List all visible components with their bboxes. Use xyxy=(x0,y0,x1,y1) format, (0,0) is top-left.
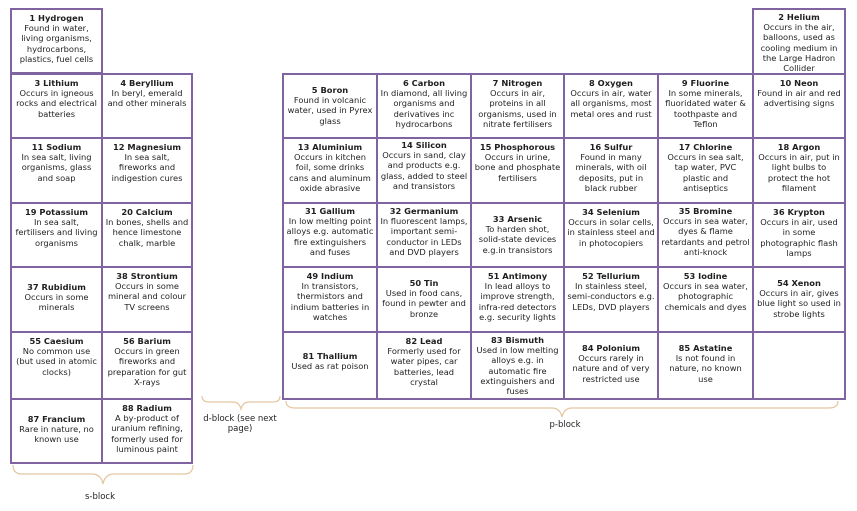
element-name: 15 Phosphorous xyxy=(479,142,556,152)
element-description: Occurs in sea water, dyes & flame retardants and petrol anti-knock xyxy=(661,216,750,257)
element-description: In low melting point alloys e.g. automatic fire extinguishers and fuses xyxy=(286,216,374,257)
d-block-label: d-block (see next page) xyxy=(203,414,277,434)
element-description: Used as rat poison xyxy=(291,361,369,372)
element-name: 82 Lead xyxy=(405,336,443,346)
element-cell-argon xyxy=(752,137,846,204)
element-description: Used in low melting alloys e.g. in automatic fire extinguishers and fuses xyxy=(476,345,559,397)
element-description: In sea salt, fireworks and indigestion cures xyxy=(111,152,183,183)
element-description: Occurs in air, put in light bulbs to protect the hot filament xyxy=(758,152,840,193)
element-name: 33 Arsenic xyxy=(492,214,543,224)
element-description: Occurs in kitchen foil, some drinks cans and aluminum oxide abrasive xyxy=(289,152,371,193)
element-cell-potassium xyxy=(10,202,103,268)
element-description: In beryl, emerald and other minerals xyxy=(107,88,187,109)
element-cell-thallium xyxy=(282,331,378,400)
element-cell-arsenic xyxy=(470,202,565,268)
element-name: 88 Radium xyxy=(122,403,172,413)
element-description: Occurs in air, used in some photographic flash lamps xyxy=(760,217,838,258)
element-description: Occurs in air, water all organisms, most metal ores and rust xyxy=(570,88,652,119)
element-name: 9 Fluorine xyxy=(681,78,730,88)
element-name: 84 Polonium xyxy=(581,343,641,353)
element-description: Found in volcanic water, used in Pyrex glass xyxy=(287,95,373,126)
element-name: 38 Strontium xyxy=(116,271,178,281)
element-name: 50 Tin xyxy=(409,278,439,288)
element-name: 81 Thallium xyxy=(302,351,358,361)
element-description: Occurs in sand, clay and products e.g. glass, added to steel and transistors xyxy=(380,150,468,191)
element-cell-oxygen xyxy=(563,73,659,139)
element-name: 53 Iodine xyxy=(683,271,728,281)
element-name: 34 Selenium xyxy=(582,207,640,217)
element-name: 11 Sodium xyxy=(31,142,82,152)
element-description: In sea salt, living organisms, glass and soap xyxy=(21,152,92,183)
element-cell-boron xyxy=(282,73,378,139)
element-description: In fluorescent lamps, important semi-conductor in LEDs and DVD players xyxy=(380,216,468,257)
element-cell-aluminium xyxy=(282,137,378,204)
element-cell-phosphorous xyxy=(470,137,565,204)
element-name: 37 Rubidium xyxy=(27,282,86,292)
element-description: Used in food cans, found in pewter and bronze xyxy=(382,288,466,319)
element-description: Occurs in the air, balloons, used as cooling medium in the Large Hadron Collider xyxy=(760,22,838,74)
element-cell-silicon xyxy=(376,137,472,204)
element-cell-iodine xyxy=(657,266,754,333)
element-cell-tellurium xyxy=(563,266,659,333)
element-cell-hydrogen xyxy=(10,8,103,74)
s-block-label: s-block xyxy=(84,492,116,502)
element-name: 19 Potassium xyxy=(24,207,89,217)
element-description: Occurs in solar cells, in stainless steel and in photocopiers xyxy=(567,217,655,248)
p-block-brace xyxy=(285,400,839,420)
element-description: Formerly used for water pipes, car batteries, lead crystal xyxy=(387,346,461,387)
element-cell-antimony xyxy=(470,266,565,333)
element-name: 35 Bromine xyxy=(678,206,733,216)
element-description: Found in many minerals, with oil deposits, put in black rubber xyxy=(575,152,647,193)
element-name: 13 Aluminium xyxy=(297,142,363,152)
element-description: In transistors, thermistors and indium batteries in watches xyxy=(290,281,370,322)
element-cell-beryllium xyxy=(101,73,193,139)
element-name: 18 Argon xyxy=(777,142,821,152)
element-description: In sea salt, fertilisers and living organisms xyxy=(15,217,98,248)
element-cell-sodium xyxy=(10,137,103,204)
element-cell-barium xyxy=(101,331,193,400)
element-cell-bromine xyxy=(657,202,754,268)
element-cell-carbon xyxy=(376,73,472,139)
element-cell-krypton xyxy=(752,202,846,268)
element-cell-strontium xyxy=(101,266,193,333)
element-name: 10 Neon xyxy=(779,78,819,88)
element-name: 87 Francium xyxy=(27,414,86,424)
element-cell-selenium xyxy=(563,202,659,268)
element-description: Is not found in nature, no known use xyxy=(669,353,742,384)
element-description: Occurs in air, proteins in all organisms, used in nitrate fertilisers xyxy=(478,88,557,129)
element-description: In bones, shells and hence limestone chalk, marble xyxy=(105,217,189,248)
element-name: 36 Krypton xyxy=(773,207,825,217)
element-description: Occurs rarely in nature and of very restricted use xyxy=(572,353,650,384)
element-name: 14 Silicon xyxy=(401,140,447,150)
element-description: To harden shot, solid-state devices e.g.in transistors xyxy=(478,224,557,255)
element-cell-tin xyxy=(376,266,472,333)
element-description: A by-product of uranium refining, formerly used for luminous paint xyxy=(111,413,183,454)
s-block-brace xyxy=(12,464,194,488)
element-name: 1 Hydrogen xyxy=(29,13,84,23)
element-description: Occurs in igneous rocks and electrical batteries xyxy=(16,88,97,119)
element-description: Occurs in urine, bone and phosphate fertilisers xyxy=(474,152,561,183)
element-name: 17 Chlorine xyxy=(678,142,733,152)
element-description: Occurs in sea salt, tap water, PVC plastic and antiseptics xyxy=(667,152,744,193)
element-cell-chlorine xyxy=(657,137,754,204)
element-name: 52 Tellurium xyxy=(582,271,640,281)
element-name: 32 Germanium xyxy=(389,206,459,216)
element-name: 51 Antimony xyxy=(487,271,548,281)
element-name: 54 Xenon xyxy=(777,278,821,288)
element-name: 83 Bismuth xyxy=(491,335,544,345)
element-name: 8 Oxygen xyxy=(589,78,633,88)
element-cell-magnesium xyxy=(101,137,193,204)
element-cell-lead xyxy=(376,331,472,400)
element-description: Occurs in some minerals xyxy=(24,292,89,313)
element-cell-nitrogen xyxy=(470,73,565,139)
element-name: 20 Calcium xyxy=(121,207,173,217)
element-description: Occurs in some mineral and colour TV screens xyxy=(107,281,187,312)
element-description: In some minerals, fluoridated water & toothpaste and Teflon xyxy=(665,88,746,129)
element-cell-radium xyxy=(101,398,193,464)
element-description: Occurs in air, gives blue light so used in strobe lights xyxy=(757,288,841,319)
element-description: No common use (but used in atomic clocks) xyxy=(16,346,97,377)
element-cell-xenon xyxy=(752,266,846,333)
element-cell-germanium xyxy=(376,202,472,268)
element-name: 3 Lithium xyxy=(34,78,79,88)
element-cell-rubidium xyxy=(10,266,103,333)
element-name: 6 Carbon xyxy=(403,78,445,88)
element-description: In stainless steel, semi-conductors e.g. LEDs, DVD players xyxy=(567,281,655,312)
element-description: Found in water, living organisms, hydrocarbons, plastics, fuel cells xyxy=(19,23,94,64)
element-description: In lead alloys to improve strength, infra-red detectors e.g. security lights xyxy=(478,281,557,322)
element-cell-empty xyxy=(752,331,846,400)
d-block-brace xyxy=(201,395,281,411)
element-name: 16 Sulfur xyxy=(589,142,633,152)
element-name: 31 Gallium xyxy=(305,206,355,216)
element-name: 56 Barium xyxy=(123,336,171,346)
element-name: 2 Helium xyxy=(778,12,820,22)
element-cell-indium xyxy=(282,266,378,333)
element-cell-gallium xyxy=(282,202,378,268)
element-cell-polonium xyxy=(563,331,659,400)
element-name: 12 Magnesium xyxy=(112,142,182,152)
element-description: Occurs in green fireworks and preparation for gut X-rays xyxy=(107,346,187,387)
element-cell-caesium xyxy=(10,331,103,400)
element-name: 85 Astatine xyxy=(678,343,733,353)
element-name: 7 Nitrogen xyxy=(492,78,543,88)
element-cell-bismuth xyxy=(470,331,565,400)
element-cell-fluorine xyxy=(657,73,754,139)
element-name: 55 Caesium xyxy=(29,336,84,346)
element-cell-neon xyxy=(752,73,846,139)
element-cell-sulfur xyxy=(563,137,659,204)
element-name: 49 Indium xyxy=(306,271,354,281)
element-cell-astatine xyxy=(657,331,754,400)
element-cell-calcium xyxy=(101,202,193,268)
element-cell-francium xyxy=(10,398,103,464)
element-name: 4 Beryllium xyxy=(120,78,174,88)
element-name: 5 Boron xyxy=(311,85,349,95)
element-description: Found in air and red advertising signs xyxy=(757,88,841,109)
element-description: Rare in nature, no known use xyxy=(19,424,94,445)
element-description: Occurs in sea water, photographic chemicals and dyes xyxy=(663,281,748,312)
p-block-label: p-block xyxy=(549,420,581,430)
element-cell-helium xyxy=(752,8,846,75)
element-cell-lithium xyxy=(10,73,103,139)
element-description: In diamond, all living organisms and derivatives inc hydrocarbons xyxy=(380,88,468,129)
